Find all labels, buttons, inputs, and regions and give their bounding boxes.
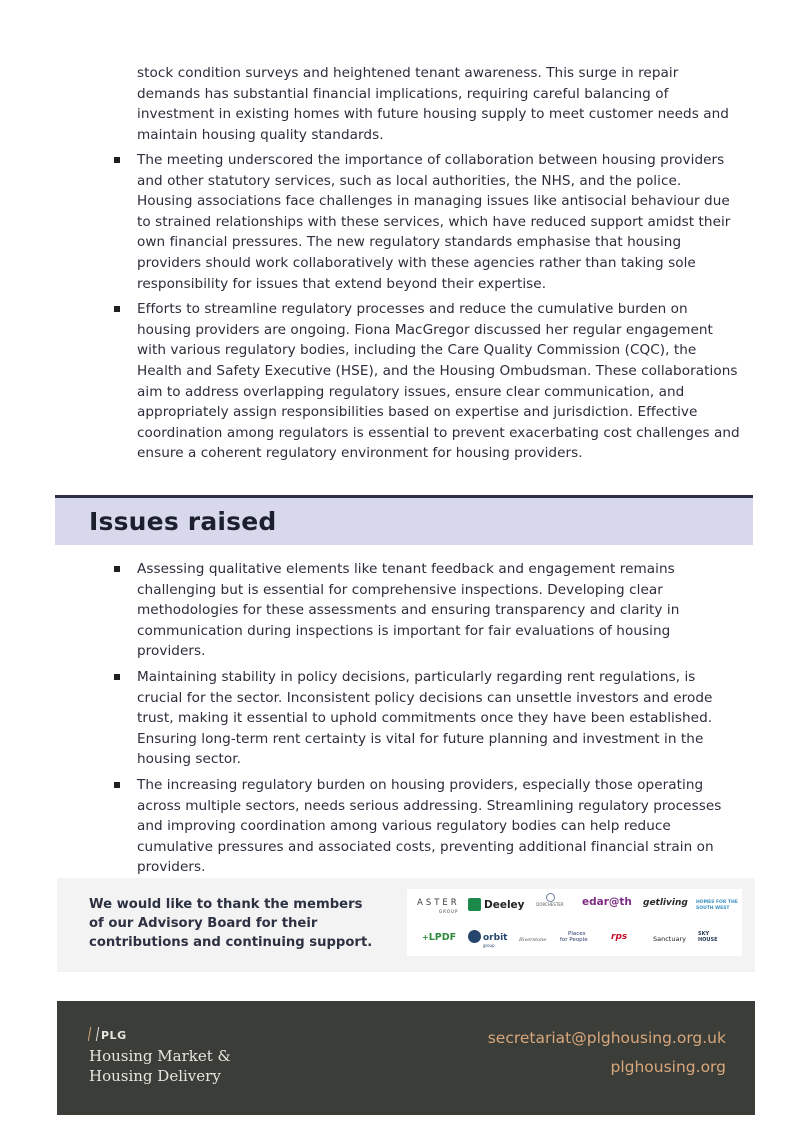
list-item [0, 559, 740, 662]
brand-name [89, 1046, 231, 1086]
edarcth-logo: edar@th [582, 896, 632, 908]
orbit-logo: orbit group [468, 930, 507, 948]
email-link[interactable]: secretariat@plghousing.org.uk [487, 1029, 726, 1047]
issues-section-header [55, 495, 753, 545]
homes-south-west-logo: HOMES FOR THE SOUTH WEST [696, 900, 738, 911]
square-bullet-icon [114, 674, 120, 680]
square-bullet-icon [114, 782, 120, 788]
list-item [0, 299, 740, 464]
deeley-mark-icon [468, 898, 481, 911]
deeley-logo: Deeley [468, 898, 525, 912]
list-item [0, 667, 740, 770]
top-bullet-list [0, 150, 811, 469]
page-footer [57, 1001, 755, 1115]
sky-house-logo: SKY HOUSE [698, 931, 718, 943]
lpdf-mark-icon: + [422, 933, 429, 942]
bullet-text: Maintaining stability in policy decisions, particularly regarding rent regulations, is crucial for the sector. Inconsistent policy decisions can unsettle investors and erode trust, making it essential to uphold commitments once they have been established. Ensuring long-term rent certainty is vital for future planning and investment in the housing sector. [137, 668, 713, 768]
thanks-line: We would like to thank the members [89, 897, 363, 912]
list-item [0, 775, 740, 878]
list-item [0, 150, 740, 294]
plg-logo: PLG [89, 1027, 127, 1042]
places-for-people-logo: Places for People [560, 931, 588, 943]
advisory-board-thanks [57, 878, 755, 972]
getliving-logo: getliving [643, 898, 688, 908]
thanks-line: of our Advisory Board for their [89, 916, 318, 931]
aster-logo: ASTER GROUP [417, 898, 460, 914]
bullet-text: The increasing regulatory burden on housing providers, especially those operating across multiple sectors, needs serious addressing. Streamlining regulatory processes and improving coordination among various regulatory bodies can help reduce cumulative pressures and associated costs, preventing additional financial strain on providers. [137, 776, 722, 876]
section-title: Issues raised [89, 507, 277, 536]
square-bullet-icon [114, 566, 120, 572]
bullet-text: Efforts to streamline regulatory processes and reduce the cumulative burden on housing providers are ongoing. Fiona MacGregor discussed her regular engagement with various regulatory bodies, including the Care Quality Commission (CQC), the Health and Safety Executive (HSE), and the Housing Ombudsman. These collaborations aim to address overlapping regulatory issues, ensure clear communication, and appropriately assign responsibilities based on expertise and jurisdiction. Effective coordination among regulators is essential to prevent exacerbating cost challenges and ensure a coherent regulatory environment for housing providers. [137, 301, 740, 462]
intro-paragraph: stock condition surveys and heightened tenant awareness. This surge in repair demands has substantial financial implications, requiring careful balancing of investment in existing homes with future housing supply to meet customer needs and maintain housing quality standards. [137, 65, 729, 143]
orbit-mark-icon [468, 930, 481, 943]
brand-line: Housing Delivery [89, 1067, 221, 1085]
thanks-message [89, 895, 379, 952]
advisory-board-logos [407, 889, 742, 956]
issues-bullet-list [0, 559, 811, 883]
rps-logo: rps [611, 932, 628, 942]
lpdf-logo: +LPDF [422, 932, 457, 943]
bullet-text: The meeting underscored the importance of collaboration between housing providers and other statutory services, such as local authorities, the NHS, and the police. Housing associations face challenges in managing issues like antisocial behaviour due to strained relationships with these services, which have reduced support amidst their own financial pressures. The new regulatory standards emphasise that housing providers should work collaboratively with these agencies rather than taking sole responsibility for issues that extend beyond their expertise. [137, 152, 731, 292]
brand-line: Housing Market & [89, 1047, 231, 1065]
plg-mark-icon [88, 1027, 99, 1041]
bullet-text: Assessing qualitative elements like tenant feedback and engagement remains challenging but is essential for comprehensive inspections. Developing clear methodologies for these assessments and ensuring transparency and clarity in communication during inspections is important for fair evaluations of housing providers. [137, 561, 680, 660]
dorchester-logo: DORCHESTER [535, 893, 565, 907]
crest-icon [546, 893, 555, 902]
website-link[interactable]: plghousing.org [610, 1058, 726, 1076]
riverstone-logo: Riverstone [519, 937, 547, 943]
sanctuary-logo: Sanctuary [653, 935, 686, 943]
thanks-line: contributions and continuing support. [89, 935, 373, 950]
square-bullet-icon [114, 306, 120, 312]
square-bullet-icon [114, 157, 120, 163]
